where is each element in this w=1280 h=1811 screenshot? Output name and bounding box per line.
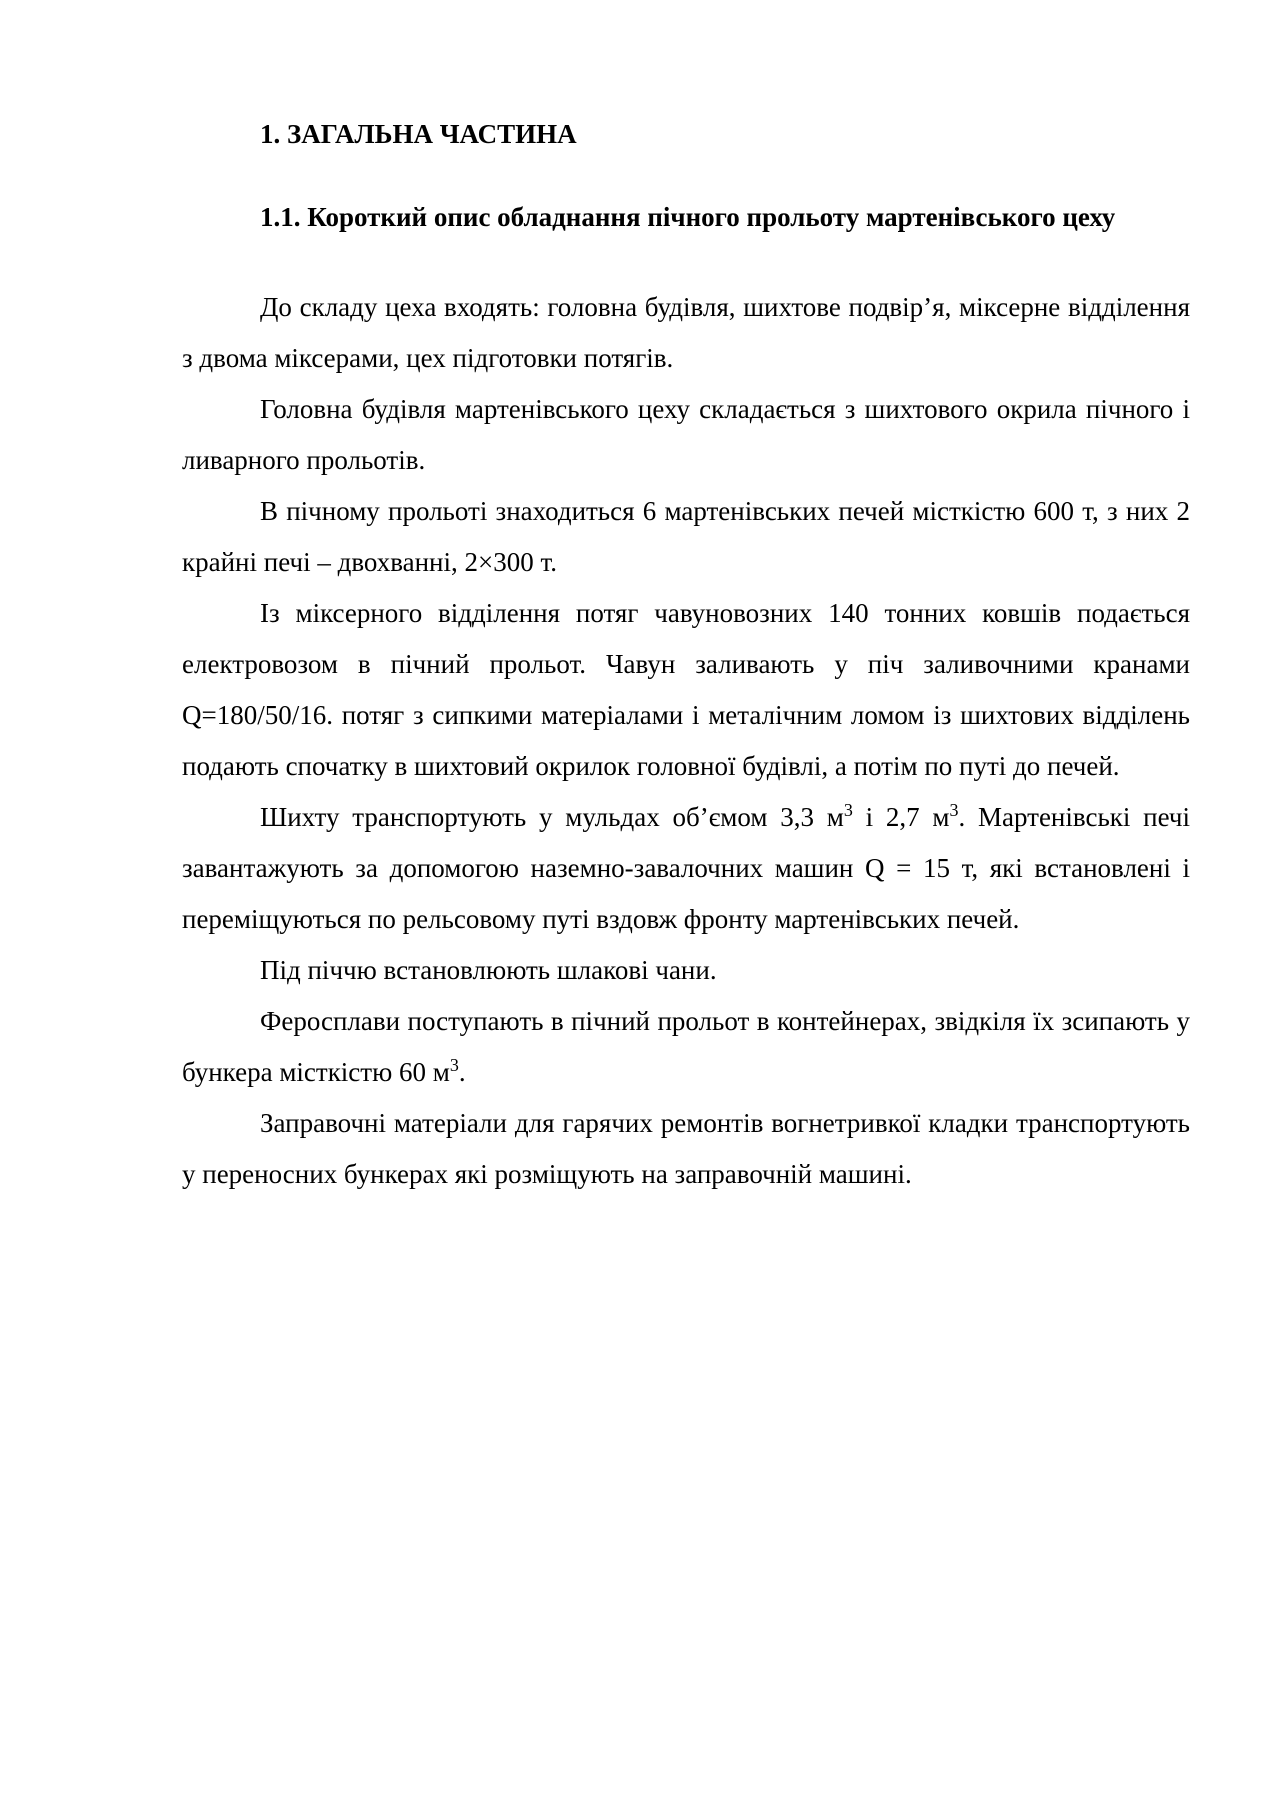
- body-text: [182, 282, 1190, 1200]
- superscript: 3: [949, 800, 959, 820]
- paragraph: Під піччю встановлюють шлакові чани.: [260, 955, 717, 985]
- paragraph: [182, 792, 1190, 945]
- paragraph-text: Шихту транспортують у мульдах об’ємом 3,3 м: [260, 802, 844, 832]
- section-title: 1.1. Короткий опис обладнання пічного прольоту мартенівського цеху: [260, 202, 1116, 232]
- paragraph: Головна будівля мартенівського цеху складається з шихтового окрила пічного і ливарного прольотів.: [182, 394, 1190, 475]
- paragraph: До складу цеха входять: головна будівля, шихтове подвір’я, міксерне відділення з двома міксерами, цех підготовки потягів.: [182, 292, 1190, 373]
- paragraph: [182, 996, 1190, 1098]
- paragraph-text: Феросплави поступають в пічний прольот в контейнерах, звідкіля їх зсипають у бункера місткістю 60 м: [182, 1006, 1190, 1087]
- superscript: 3: [449, 1055, 459, 1075]
- paragraph-text: .: [458, 1057, 466, 1087]
- chapter-title: 1. ЗАГАЛЬНА ЧАСТИНА: [260, 119, 577, 149]
- paragraph: Із міксерного відділення потяг чавуновозних 140 тонних ковшів подається електровозом в пічний прольот. Чавун заливають у піч заливочними кранами Q=180/50/16. потяг з сипкими матеріалами і металічним ломом із шихтових відділень подають спочатку в шихтовий окрилок головної будівлі, а потім по путі до печей.: [182, 598, 1190, 781]
- superscript: 3: [843, 800, 853, 820]
- paragraph-text: . Мартенівські печі завантажують за допомогою наземно-завалочних машин Q = 15 т, які встановлені і переміщуються по рельсовому путі вздовж фронту мартенівських печей.: [182, 802, 1190, 934]
- paragraph-text: і 2,7 м: [852, 802, 950, 832]
- paragraph: Заправочні матеріали для гарячих ремонтів вогнетривкої кладки транспортують у переносних бункерах які розміщують на заправочній машині.: [182, 1108, 1190, 1189]
- paragraph: В пічному прольоті знаходиться 6 мартенівських печей місткістю 600 т, з них 2 крайні печі – двохванні, 2×300 т.: [182, 496, 1190, 577]
- document-content: [182, 118, 1190, 1200]
